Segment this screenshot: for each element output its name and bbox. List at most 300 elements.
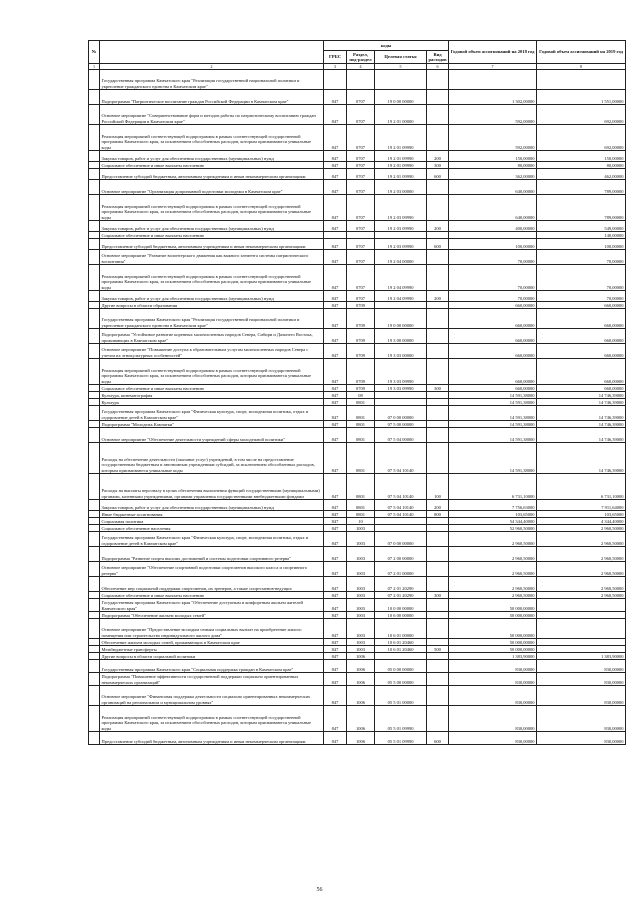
- cell-vid: [427, 309, 449, 329]
- cell-2018: 2 960,50000: [449, 577, 537, 592]
- cell-razdel: 0709: [347, 329, 375, 344]
- cell-razdel: 1006: [347, 660, 375, 673]
- cell-grbs: 847: [324, 518, 347, 525]
- cell-name: Государственная программа Камчатского края "Обеспечение доступным и комфортным жильем жителей Камчатского края": [100, 599, 324, 612]
- cell-celevaya: 19 3 03 00000: [375, 344, 427, 359]
- cell-2019: 14 746,39000: [537, 392, 626, 399]
- page-number: 56: [316, 887, 323, 893]
- table-row: [89, 660, 626, 673]
- cell-2019: [537, 639, 626, 646]
- cell-vid: [427, 70, 449, 90]
- cell-grbs: 847: [324, 329, 347, 344]
- cell-vid: [427, 532, 449, 547]
- cell-celevaya: 07 0 00 00000: [375, 532, 427, 547]
- cell-celevaya: 19 2 01 09990: [375, 162, 427, 169]
- cell-razdel: 0707: [347, 125, 375, 151]
- cell-grbs: 847: [324, 639, 347, 646]
- cell-2019: 830,00000: [537, 732, 626, 745]
- cell-razdel: 10: [347, 518, 375, 525]
- col-number: 7: [449, 64, 537, 70]
- table-row: [89, 344, 626, 359]
- table-row: [89, 232, 626, 239]
- cell-name: Основное мероприятие "Повышение доступа к образовательным услугам малочисленных народов Севера с учетом их этнокультурных особенностей": [100, 344, 324, 359]
- cell-no: [89, 639, 100, 646]
- table-row: [89, 577, 626, 592]
- cell-grbs: 847: [324, 646, 347, 653]
- table-row: [89, 500, 626, 511]
- cell-2019: 70,00000: [537, 250, 626, 265]
- cell-no: [89, 359, 100, 385]
- cell-2018: 50 000,00000: [449, 646, 537, 653]
- cell-razdel: 1006: [347, 673, 375, 686]
- cell-2018: 14 591,38000: [449, 406, 537, 421]
- cell-celevaya: [375, 518, 427, 525]
- cell-vid: [427, 525, 449, 532]
- cell-2019: [537, 619, 626, 639]
- cell-razdel: 0707: [347, 239, 375, 250]
- cell-2018: 660,00000: [449, 329, 537, 344]
- cell-celevaya: [375, 653, 427, 660]
- cell-vid: 600: [427, 239, 449, 250]
- cell-celevaya: [375, 70, 427, 90]
- cell-razdel: 0801: [347, 406, 375, 421]
- cell-2019: 2 960,50000: [537, 562, 626, 577]
- cell-name: Культура: [100, 399, 324, 406]
- cell-name: Основное мероприятие "Обеспечение спортивной подготовки спортсменов высокого класса и спортивного резерва": [100, 562, 324, 577]
- cell-no: [89, 90, 100, 105]
- cell-vid: [427, 90, 449, 105]
- cell-razdel: 0707: [347, 250, 375, 265]
- cell-vid: [427, 577, 449, 592]
- table-row: [89, 653, 626, 660]
- cell-vid: [427, 428, 449, 443]
- cell-name: Другие вопросы в области образования: [100, 302, 324, 309]
- cell-razdel: 0707: [347, 105, 375, 125]
- cell-razdel: 0801: [347, 399, 375, 406]
- cell-grbs: 847: [324, 532, 347, 547]
- cell-vid: [427, 673, 449, 686]
- cell-name: Подпрограмма "Устойчивое развитие коренных малочисленных народов Севера, Сибири и Дальнего Востока, проживающих в Камчатском крае": [100, 329, 324, 344]
- cell-2018: 660,00000: [449, 359, 537, 385]
- cell-vid: 200: [427, 500, 449, 511]
- table-row: [89, 302, 626, 309]
- cell-no: [89, 162, 100, 169]
- cell-2018: 830,00000: [449, 732, 537, 745]
- cell-2019: 7 911,64000: [537, 500, 626, 511]
- cell-no: [89, 706, 100, 732]
- table-row: [89, 612, 626, 619]
- cell-celevaya: 05 0 00 00000: [375, 660, 427, 673]
- table-row: [89, 90, 626, 105]
- cell-vid: [427, 639, 449, 646]
- cell-grbs: 847: [324, 612, 347, 619]
- col-razdel-header: Раздел, под-раздел: [347, 51, 375, 64]
- cell-vid: [427, 619, 449, 639]
- table-row: [89, 599, 626, 612]
- cell-2019: 14 746,39000: [537, 428, 626, 443]
- cell-celevaya: 19 2 03 09990: [375, 195, 427, 221]
- cell-2019: 660,00000: [537, 344, 626, 359]
- cell-grbs: 847: [324, 660, 347, 673]
- cell-grbs: 847: [324, 169, 347, 180]
- cell-no: [89, 151, 100, 162]
- table-body: [89, 70, 626, 745]
- table-row: [89, 547, 626, 562]
- cell-no: [89, 302, 100, 309]
- cell-name: Социальное обеспечение и иные выплаты населению: [100, 592, 324, 599]
- cell-2019: 549,00000: [537, 221, 626, 232]
- cell-vid: [427, 612, 449, 619]
- table-row: [89, 706, 626, 732]
- cell-2019: 2 960,50000: [537, 532, 626, 547]
- cell-celevaya: 19 2 04 09990: [375, 265, 427, 291]
- cell-2019: [537, 599, 626, 612]
- table-row: [89, 105, 626, 125]
- cell-2018: 80,00000: [449, 162, 537, 169]
- cell-grbs: 847: [324, 619, 347, 639]
- table-row: [89, 195, 626, 221]
- cell-razdel: 0709: [347, 309, 375, 329]
- cell-2018: 70,00000: [449, 250, 537, 265]
- col-grbs-header: ГРБС: [324, 51, 347, 64]
- cell-razdel: 1003: [347, 646, 375, 653]
- cell-no: [89, 169, 100, 180]
- cell-celevaya: 05 5 01 09990: [375, 706, 427, 732]
- cell-grbs: 847: [324, 221, 347, 232]
- col-number: 8: [537, 64, 626, 70]
- cell-name: Социальное обеспечение и иные выплаты населению: [100, 385, 324, 392]
- cell-razdel: 0801: [347, 421, 375, 428]
- cell-razdel: 1003: [347, 612, 375, 619]
- cell-2018: 592,00000: [449, 125, 537, 151]
- cell-2019: 830,00000: [537, 673, 626, 686]
- cell-no: [89, 547, 100, 562]
- cell-grbs: 847: [324, 406, 347, 421]
- cell-name: Социальное обеспечение и иные выплаты населению: [100, 232, 324, 239]
- cell-no: [89, 660, 100, 673]
- cell-no: [89, 518, 100, 525]
- cell-no: [89, 239, 100, 250]
- table-row: [89, 385, 626, 392]
- cell-vid: [427, 125, 449, 151]
- cell-razdel: 1006: [347, 732, 375, 745]
- cell-vid: [427, 344, 449, 359]
- cell-celevaya: 19 0 00 00000: [375, 309, 427, 329]
- cell-razdel: 1003: [347, 547, 375, 562]
- cell-name: Государственная программа Камчатского края "Физическая культура, спорт, молодежная политика, отдых и оздоровление детей в Камчатском крае": [100, 406, 324, 421]
- cell-2018: 660,00000: [449, 344, 537, 359]
- cell-no: [89, 406, 100, 421]
- cell-celevaya: 05 5 00 00000: [375, 673, 427, 686]
- cell-vid: [427, 660, 449, 673]
- cell-2019: 2 960,50000: [537, 577, 626, 592]
- cell-2018: 7 756,63000: [449, 500, 537, 511]
- cell-vid: [427, 406, 449, 421]
- cell-name: Реализация мероприятий соответствующей подпрограммы в рамках соответствующей государственной программы Камчатского края, за исключением обособленных расходов, которым присваиваются уникальные коды: [100, 359, 324, 385]
- table-row: [89, 619, 626, 639]
- cell-2019: 2 960,50000: [537, 592, 626, 599]
- cell-no: [89, 399, 100, 406]
- cell-vid: [427, 359, 449, 385]
- table-row: [89, 359, 626, 385]
- cell-razdel: [347, 70, 375, 90]
- cell-grbs: 847: [324, 344, 347, 359]
- cell-2019: 1 551,00000: [537, 90, 626, 105]
- cell-2018: 6 731,10000: [449, 474, 537, 500]
- cell-name: Закупка товаров, работ и услуг для обеспечения государственных (муниципальных) нужд: [100, 500, 324, 511]
- cell-vid: 200: [427, 221, 449, 232]
- cell-grbs: 847: [324, 500, 347, 511]
- cell-2019: 4 344,40000: [537, 518, 626, 525]
- cell-grbs: [324, 70, 347, 90]
- table-row: [89, 525, 626, 532]
- cell-razdel: 0707: [347, 265, 375, 291]
- cell-no: [89, 385, 100, 392]
- cell-vid: [427, 547, 449, 562]
- table-row: [89, 474, 626, 500]
- cell-2019: 789,00000: [537, 180, 626, 195]
- cell-no: [89, 511, 100, 518]
- table-row: [89, 151, 626, 162]
- cell-celevaya: 10 6 00 00000: [375, 612, 427, 619]
- cell-vid: [427, 518, 449, 525]
- cell-2018: 50 000,00000: [449, 612, 537, 619]
- cell-grbs: 847: [324, 105, 347, 125]
- cell-vid: 800: [427, 511, 449, 518]
- cell-name: Подпрограмма "Патриотическое воспитание граждан Российской Федерации в Камчатском крае": [100, 90, 324, 105]
- cell-2018: 52 960,50000: [449, 525, 537, 532]
- cell-grbs: 847: [324, 195, 347, 221]
- cell-name: Другие вопросы в области социальной политики: [100, 653, 324, 660]
- cell-grbs: 847: [324, 577, 347, 592]
- cell-celevaya: 19 2 03 09990: [375, 221, 427, 232]
- cell-vid: [427, 105, 449, 125]
- cell-vid: [427, 399, 449, 406]
- table-row: [89, 732, 626, 745]
- cell-no: [89, 646, 100, 653]
- cell-celevaya: 05 5 01 09990: [375, 732, 427, 745]
- cell-grbs: 847: [324, 239, 347, 250]
- cell-no: [89, 577, 100, 592]
- cell-2018: 14 591,38000: [449, 428, 537, 443]
- cell-2018: 2 960,50000: [449, 592, 537, 599]
- cell-vid: [427, 195, 449, 221]
- cell-grbs: [324, 232, 347, 239]
- cell-grbs: 847: [324, 151, 347, 162]
- cell-razdel: 1003: [347, 599, 375, 612]
- cell-razdel: 0707: [347, 180, 375, 195]
- cell-2018: 660,00000: [449, 385, 537, 392]
- cell-grbs: 847: [324, 125, 347, 151]
- cell-2019: 660,00000: [537, 329, 626, 344]
- cell-no: [89, 619, 100, 639]
- cell-razdel: 1003: [347, 592, 375, 599]
- cell-celevaya: [375, 392, 427, 399]
- cell-2019: 14 746,39000: [537, 399, 626, 406]
- cell-razdel: 1003: [347, 532, 375, 547]
- cell-2018: 2 960,50000: [449, 532, 537, 547]
- cell-no: [89, 525, 100, 532]
- col-number: 2: [100, 64, 324, 70]
- cell-razdel: 0709: [347, 344, 375, 359]
- cell-razdel: 1003: [347, 577, 375, 592]
- cell-razdel: 0709: [347, 359, 375, 385]
- cell-grbs: 847: [324, 592, 347, 599]
- col-name-header: [100, 41, 324, 64]
- cell-grbs: 847: [324, 162, 347, 169]
- cell-celevaya: 07 5 04 10140: [375, 500, 427, 511]
- cell-razdel: 0707: [347, 221, 375, 232]
- cell-name: Иные бюджетные ассигнования: [100, 511, 324, 518]
- cell-2019: 140,00000: [537, 232, 626, 239]
- cell-vid: [427, 706, 449, 732]
- cell-no: [89, 474, 100, 500]
- cell-2018: 830,00000: [449, 660, 537, 673]
- cell-2019: 100,00000: [537, 239, 626, 250]
- cell-razdel: 1006: [347, 706, 375, 732]
- cell-no: [89, 221, 100, 232]
- cell-2019: 692,00000: [537, 105, 626, 125]
- budget-table: [88, 40, 626, 745]
- cell-2018: 400,00000: [449, 221, 537, 232]
- table-row: [89, 180, 626, 195]
- cell-razdel: 1003: [347, 562, 375, 577]
- cell-2019: 70,00000: [537, 291, 626, 302]
- cell-2019: 462,00000: [537, 169, 626, 180]
- cell-grbs: 847: [324, 428, 347, 443]
- table-row: [89, 309, 626, 329]
- table-row: [89, 169, 626, 180]
- cell-razdel: 0707: [347, 151, 375, 162]
- cell-razdel: 0707: [347, 169, 375, 180]
- cell-grbs: 847: [324, 673, 347, 686]
- cell-grbs: 847: [324, 547, 347, 562]
- cell-razdel: 1006: [347, 686, 375, 706]
- cell-2019: 70,00000: [537, 265, 626, 291]
- table-row: [89, 428, 626, 443]
- cell-2018: 2 960,50000: [449, 547, 537, 562]
- cell-no: [89, 250, 100, 265]
- cell-2019: 14 746,39000: [537, 443, 626, 474]
- cell-celevaya: 19 3 00 00000: [375, 329, 427, 344]
- cell-grbs: 847: [324, 399, 347, 406]
- cell-celevaya: 19 2 01 09990: [375, 169, 427, 180]
- cell-vid: [427, 232, 449, 239]
- cell-2019: [537, 646, 626, 653]
- table-row: [89, 532, 626, 547]
- cell-vid: [427, 250, 449, 265]
- cell-2019: 80,00000: [537, 162, 626, 169]
- cell-celevaya: 07 2 01 00000: [375, 562, 427, 577]
- cell-celevaya: 10 6 01 00000: [375, 619, 427, 639]
- cell-name: Основное мероприятие "Обеспечение деятельности учреждений сферы молодежной политики": [100, 428, 324, 443]
- cell-no: [89, 291, 100, 302]
- cell-no: [89, 344, 100, 359]
- cell-2019: 14 746,39000: [537, 406, 626, 421]
- table-row: [89, 70, 626, 90]
- cell-razdel: 0801: [347, 500, 375, 511]
- cell-2019: 830,00000: [537, 706, 626, 732]
- cell-2018: [449, 232, 537, 239]
- cell-celevaya: 10 6 01 20460: [375, 646, 427, 653]
- cell-2019: 103,65000: [537, 511, 626, 518]
- cell-2018: 54 344,40000: [449, 518, 537, 525]
- cell-2018: 1 302,00000: [449, 90, 537, 105]
- cell-name: Расходы на выплаты персоналу в целях обеспечения выполнения функций государственными (муниципальными) органами, казенными учреждениями, органами управления государственными внебюджетными фондами: [100, 474, 324, 500]
- cell-grbs: 847: [324, 250, 347, 265]
- cell-grbs: 847: [324, 180, 347, 195]
- cell-celevaya: 10 6 01 20460: [375, 639, 427, 646]
- cell-no: [89, 686, 100, 706]
- cell-celevaya: 07 5 04 10140: [375, 511, 427, 518]
- cell-2019: [537, 70, 626, 90]
- cell-name: Основное мероприятие "Предоставление молодым семьям социальных выплат на приобретение жилого помещения или строительство индивидуального жилого дома": [100, 619, 324, 639]
- cell-name: Межбюджетные трансферты: [100, 646, 324, 653]
- cell-name: Основное мероприятие "Финансовая поддержка деятельности социально ориентированных некоммерческих организаций на региональном и муниципальном уровнях": [100, 686, 324, 706]
- cell-name: Государственная программа Камчатского края "Реализация государственной национальной политики и укрепление гражданского единства в Камчатском крае": [100, 70, 324, 90]
- cell-name: Предоставление субсидий бюджетным, автономным учреждениям и иным некоммерческим организациям: [100, 239, 324, 250]
- cell-no: [89, 599, 100, 612]
- cell-vid: [427, 265, 449, 291]
- cell-no: [89, 500, 100, 511]
- col-no-header: №: [89, 41, 100, 64]
- cell-celevaya: 07 5 00 00000: [375, 421, 427, 428]
- cell-no: [89, 443, 100, 474]
- cell-grbs: 847: [324, 385, 347, 392]
- cell-2018: 830,00000: [449, 673, 537, 686]
- cell-2018: 660,00000: [449, 309, 537, 329]
- cell-razdel: 0801: [347, 511, 375, 518]
- cell-vid: 200: [427, 151, 449, 162]
- cell-name: Обеспечение мер социальной поддержки спортсменов, их тренеров, а также спортсменов-ведущих: [100, 577, 324, 592]
- cell-vid: [427, 302, 449, 309]
- cell-name: Государственная программа Камчатского края "Реализация государственной национальной политики и укрепление гражданского единства в Камчатском крае": [100, 309, 324, 329]
- table-row: [89, 646, 626, 653]
- cell-name: Реализация мероприятий соответствующей подпрограммы в рамках соответствующей государственной программы Камчатского края, за исключением обособленных расходов, которым присваиваются уникальные коды: [100, 195, 324, 221]
- cell-name: Подпрограмма "Обеспечение жильем молодых семей": [100, 612, 324, 619]
- cell-celevaya: 05 5 01 00000: [375, 686, 427, 706]
- cell-2018: 70,00000: [449, 291, 537, 302]
- cell-vid: [427, 686, 449, 706]
- cell-razdel: 1003: [347, 525, 375, 532]
- cell-grbs: 847: [324, 359, 347, 385]
- cell-celevaya: [375, 302, 427, 309]
- cell-no: [89, 592, 100, 599]
- cell-grbs: 847: [324, 562, 347, 577]
- cell-name: Основное мероприятие "Совершенствование форм и методов работы по патриотическому воспитанию граждан Российской Федерации в Камчатском крае": [100, 105, 324, 125]
- cell-no: [89, 125, 100, 151]
- col-2019-header: Годовой объем ассигнований на 2019 год: [537, 41, 626, 64]
- cell-name: Закупка товаров, работ и услуг для обеспечения государственных (муниципальных) нужд: [100, 151, 324, 162]
- cell-celevaya: 07 5 04 10140: [375, 474, 427, 500]
- cell-vid: [427, 392, 449, 399]
- cell-vid: [427, 443, 449, 474]
- cell-grbs: 847: [324, 706, 347, 732]
- cell-celevaya: 07 0 00 00000: [375, 406, 427, 421]
- cell-name: Подпрограмма "Молодежь Камчатки": [100, 421, 324, 428]
- table-row: [89, 562, 626, 577]
- cell-razdel: 0707: [347, 291, 375, 302]
- cell-no: [89, 392, 100, 399]
- cell-vid: 100: [427, 474, 449, 500]
- cell-2019: [537, 612, 626, 619]
- table-row: [89, 406, 626, 421]
- cell-celevaya: 19 2 01 09990: [375, 125, 427, 151]
- cell-razdel: 0707: [347, 195, 375, 221]
- table-row: [89, 511, 626, 518]
- cell-celevaya: 19 2 04 00000: [375, 250, 427, 265]
- cell-2019: 830,00000: [537, 686, 626, 706]
